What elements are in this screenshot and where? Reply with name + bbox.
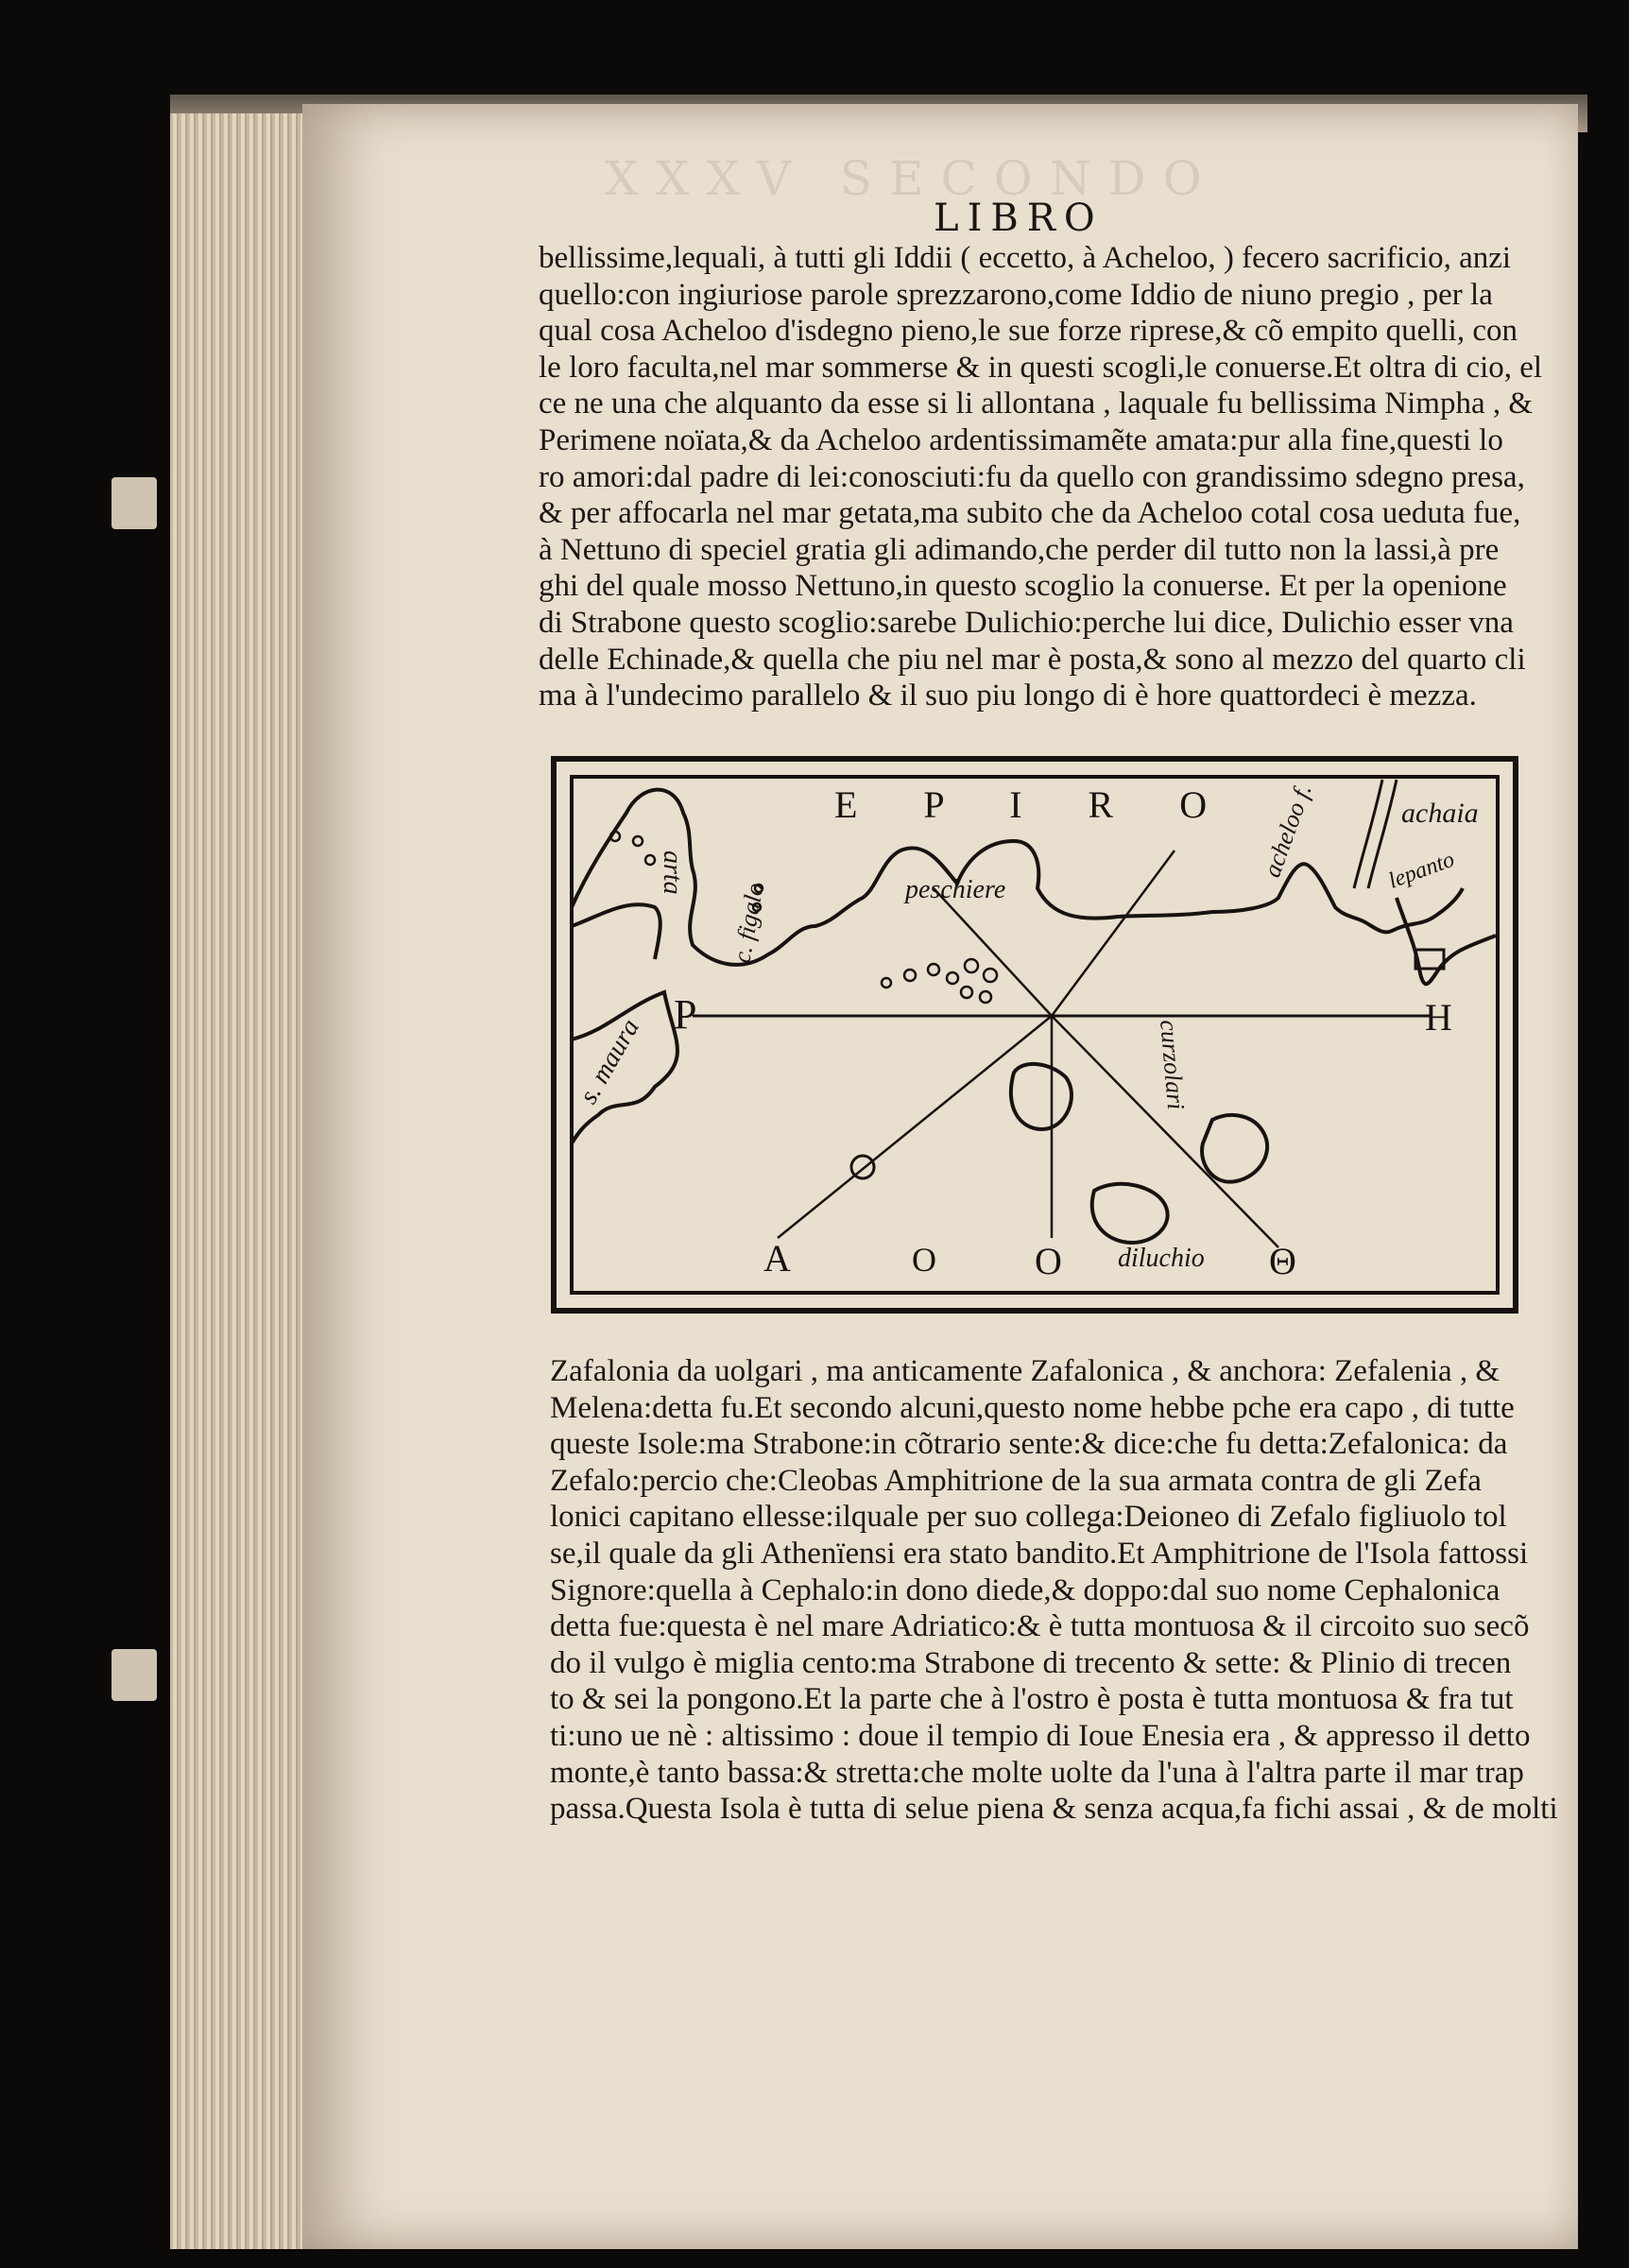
text-line: ghi del quale mosso Nettuno,in questo scoglio la conuerse. Et per la openione (539, 569, 1507, 604)
text-line: Zafalonia da uolgari , ma anticamente Zafalonica , & anchora: Zefalenia , & (550, 1354, 1500, 1388)
text-line: monte,è tanto bassa:& stretta:che molte uolte da l'una à l'altra parte il mar trap (550, 1755, 1524, 1790)
island-curzolari (1011, 1064, 1072, 1129)
islet (965, 959, 978, 972)
label-achaia: achaia (1401, 798, 1479, 829)
islet (904, 970, 916, 981)
wind-letter-east: H (1425, 996, 1452, 1039)
islet (947, 972, 958, 984)
text-line: Signore:quella à Cephalo:in dono diede,& doppo:dal suo nome Cephalonica (550, 1572, 1500, 1607)
label-peschiere: peschiere (905, 875, 1006, 904)
text-line: lonici capitano ellesse:ilquale per suo collega:Deioneo di Zefalo figliuolo tol (550, 1500, 1507, 1535)
compass-line-ne (1052, 850, 1175, 1016)
text-line: di Strabone questo scoglio:sarebe Dulichio:perche lui dice, Dulichio esser vna (539, 605, 1514, 640)
running-head: LIBRO (934, 197, 1104, 240)
text-line: ro amori:dal padre di lei:conosciuti:fu da quello con grandissimo sdegno presa, (539, 459, 1525, 494)
text-line: ti:uno ue nè : altissimo : doue il tempio di Ioue Enesia era , & appresso il detto (550, 1718, 1531, 1753)
show-through-text: XXXV SECONDO (605, 151, 1219, 206)
label-diluchio: diluchio (1118, 1244, 1205, 1273)
text-line: & per affocarla nel mar getata,ma subito che da Acheloo cotal cosa ueduta fue, (539, 496, 1521, 531)
text-line: passa.Questa Isola è tutta di selue piena & senza acqua,fa fichi assai , & de molti (550, 1792, 1558, 1827)
text-line: quello:con ingiuriose parole sprezzarono,come Iddio de niuno pregio , per la (539, 277, 1493, 312)
islet (645, 855, 655, 865)
text-line: do il vulgo è miglia cento:ma Strabone di trecento & sette: & Plinio di trecen (550, 1645, 1512, 1680)
text-line: queste Isole:ma Strabone:in cõtrario sente:& dice:che fu detta:Zefalonica: da (550, 1427, 1508, 1462)
wind-letter-southeast: Θ (1269, 1240, 1296, 1282)
label-c-figalo: c. figalo (728, 881, 769, 966)
island-southeast (1202, 1115, 1267, 1182)
santa-maura-coast (572, 992, 677, 1143)
islet (882, 978, 891, 988)
text-line: le loro faculta,nel mar sommerse & in questi scogli,le conuerse.Et oltra di cio, el (539, 350, 1543, 385)
wind-letter-southwest: A (763, 1237, 791, 1280)
paper-tab-lower (111, 1649, 157, 1701)
label-curzolari: curzolari (1155, 1018, 1191, 1111)
islet (961, 987, 972, 998)
inner-coast (572, 904, 660, 959)
island-diluchio (1092, 1184, 1168, 1243)
river-acheloo (1354, 780, 1382, 888)
text-line: qual cosa Acheloo d'isdegno pieno,le sue forze riprese,& cõ empito quelli, con (539, 314, 1518, 349)
label-lepanto: lepanto (1385, 847, 1458, 894)
islet (928, 964, 939, 975)
wind-letter-south: O (1035, 1240, 1062, 1282)
text-line: detta fue:questa è nel mare Adriatico:& è tutta montuosa & il circoito suo secõ (550, 1609, 1530, 1644)
label-acheloo: acheloo f. (1258, 780, 1317, 882)
islet (633, 836, 643, 846)
map-outer-border (554, 759, 1516, 1311)
text-line: delle Echinade,& quella che piu nel mar è posta,& sono al mezzo del quarto cli (539, 642, 1526, 677)
islet-compass (851, 1156, 874, 1178)
lepanto-coast (1397, 898, 1496, 984)
text-line: bellissime,lequali, à tutti gli Iddii ( eccetto, à Acheloo, ) fecero sacrificio, anzi (539, 241, 1512, 275)
islet (984, 969, 997, 982)
text-line: Zefalo:percio che:Cleobas Amphitrione de la sua armata contra de gli Zefa (550, 1463, 1482, 1498)
compass-line-nw (934, 888, 1052, 1016)
page-stack (170, 113, 321, 2249)
text-line: Melena:detta fu.Et secondo alcuni,questo nome hebbe pche era capo , di tutte (550, 1390, 1515, 1425)
compass-line-sw (778, 1016, 1052, 1238)
wind-letter-west: P (674, 991, 697, 1038)
map-title: E P I R O (834, 783, 1236, 826)
text-line: ma à l'undecimo parallelo & il suo piu longo di è hore quattordeci è mezza. (539, 679, 1477, 713)
paper-tab-upper (111, 477, 157, 529)
text-line: à Nettuno di speciel gratia gli adimando,che perder dil tutto non la lassi,à pre (539, 532, 1500, 567)
woodcut-map (551, 756, 1518, 1314)
label-arta: arta (658, 850, 687, 895)
islet (980, 991, 991, 1003)
text-line: to & sei la pongono.Et la parte che à l'ostro è posta è tutta montuosa & fra tut (550, 1682, 1514, 1717)
text-line: Perimene noïata,& da Acheloo ardentissimamẽte amata:pur alla fine,questi lo (539, 422, 1503, 457)
label-s-maura: s. maura (574, 1014, 646, 1109)
paragraph-top (539, 240, 1550, 714)
text-line: ce ne una che alquanto da esse si li allontana , laquale fu bellissima Nimpha , & (539, 387, 1534, 421)
text-line: se,il quale da gli Athenïensi era stato bandito.Et Amphitrione de l'Isola fattossi (550, 1536, 1529, 1571)
wind-letter-south-left: O (912, 1241, 936, 1279)
paragraph-bottom (550, 1353, 1558, 1828)
